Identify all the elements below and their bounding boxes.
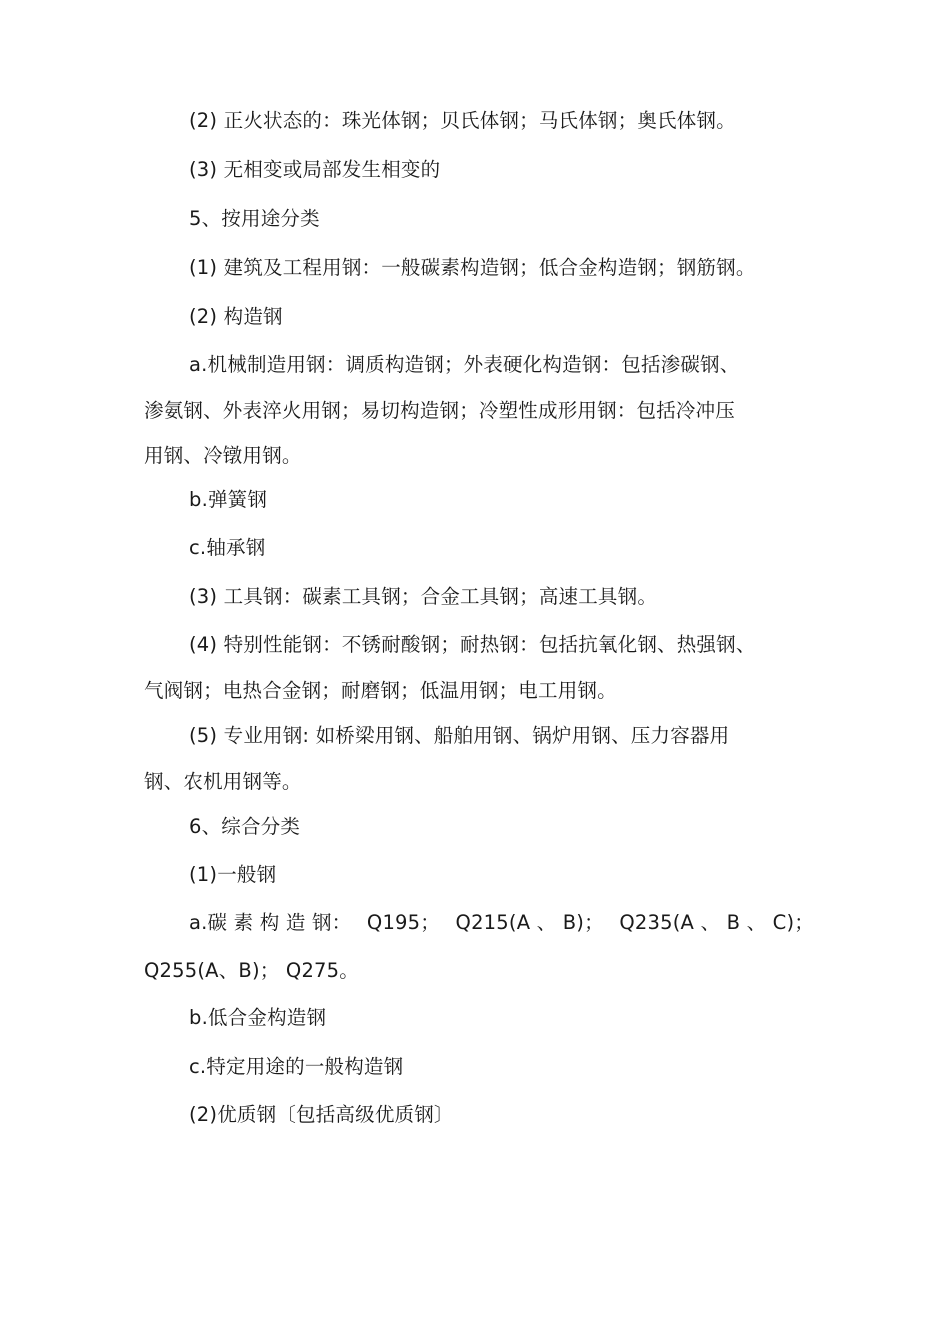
section-heading: 5、按用途分类 (189, 207, 320, 230)
justified-text-line (189, 910, 814, 936)
text-line: (1) 建筑及工程用钢：一般碳素构造钢；低合金构造钢；钢筋钢。 (189, 256, 756, 279)
text-fragment: Q215(A 、 B)； (455, 911, 604, 934)
text-line: a.机械制造用钢：调质构造钢；外表硬化构造钢：包括渗碳钢、 (189, 353, 740, 376)
text-line: (3) 无相变或局部发生相变的 (189, 158, 441, 181)
section-heading: 6、综合分类 (189, 815, 301, 838)
text-line: Q255(A、B)； Q275。 (144, 959, 359, 982)
text-line: 气阀钢；电热合金钢；耐磨钢；低温用钢；电工用钢。 (144, 679, 617, 702)
text-fragment: Q195； (366, 911, 440, 934)
text-line: (2) 正火状态的：珠光体钢；贝氏体钢；马氏体钢；奥氏体钢。 (189, 109, 736, 132)
text-line: 用钢、冷镦用钢。 (144, 444, 302, 467)
text-line: c.特定用途的一般构造钢 (189, 1055, 404, 1078)
text-line: (2) 构造钢 (189, 305, 283, 328)
text-fragment: Q235(A 、 B 、 C)； (619, 911, 814, 934)
text-fragment: a.碳 素 构 造 钢： (189, 911, 352, 934)
text-line: 钢、农机用钢等。 (144, 770, 302, 793)
text-line: (1)一般钢 (189, 863, 277, 886)
text-line: (2)优质钢〔包括高级优质钢〕 (189, 1103, 454, 1126)
text-line: b.弹簧钢 (189, 488, 268, 511)
text-line: c.轴承钢 (189, 536, 266, 559)
text-line: b.低合金构造钢 (189, 1006, 327, 1029)
text-line: (3) 工具钢：碳素工具钢；合金工具钢；高速工具钢。 (189, 585, 658, 608)
text-line: (4) 特别性能钢：不锈耐酸钢；耐热钢：包括抗氧化钢、热强钢、 (189, 633, 756, 656)
text-line: 渗氨钢、外表淬火用钢；易切构造钢；冷塑性成形用钢：包括冷冲压 (144, 399, 736, 422)
text-line: (5) 专业用钢: 如桥梁用钢、船舶用钢、锅炉用钢、压力容器用 (189, 724, 730, 747)
